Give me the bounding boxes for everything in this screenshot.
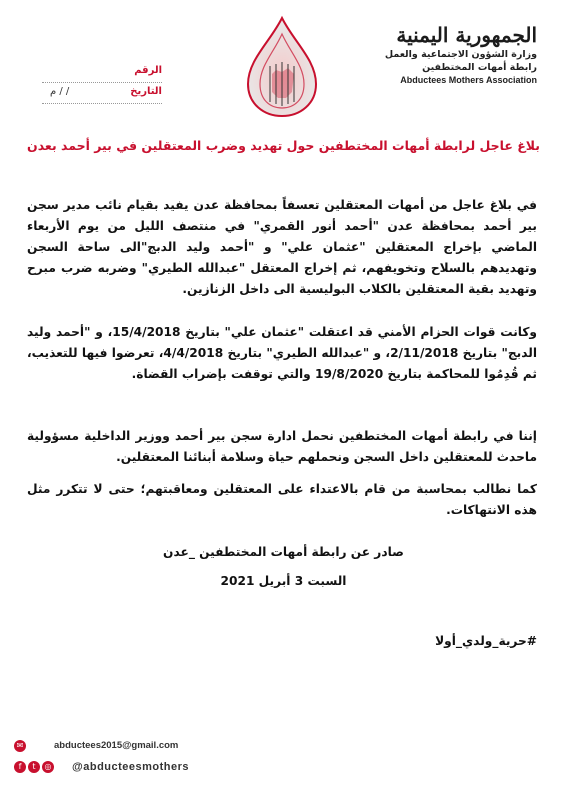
- ref-date-row: [42, 85, 162, 104]
- ministry-name: وزارة الشؤون الاجتماعية والعمل: [384, 49, 537, 60]
- paragraph-incident: في بلاغ عاجل من أمهات المعتقلين تعسفاً بمحافظة عدن يفيد بقيام نائب مدير سجن بير أحمد بمحافظة عدن "أحمد أنور القمري" في منتصف الليل من يوم الأربعاء الماضي بإخراج المعتقلين "عثمان علي" و "أحمد وليد الدبج"الى ساحة السجن وتهديدهم بالسلاح وتخويفهم، ثم إخراج المعتقل "عبدالله الطيري" وضربه ضرب مبرح وتهديد بقية المعتقلين بالكلاب البوليسية الى داخل الزنازين.: [27, 198, 537, 296]
- footer-social-row: [14, 759, 214, 777]
- paragraph-responsibility: إننا في رابطة أمهات المختطفين نحمل ادارة سجن بير أحمد ووزير الداخلية مسؤولية ماحدث للمعتقلين داخل السجن ونحملهم حياة وسلامة أبنائنا المعتقلين.: [27, 429, 537, 464]
- paragraph-arrest-history: وكانت قوات الحزام الأمني قد اعتقلت "عثمان علي" بتاريخ 15/4/2018، و "أحمد وليد الدبج" بتاريخ 2/11/2018، و "عبدالله الطيري" بتاريخ 4/4/2018، تعرضوا فيها للتعذيب، ثم قُدِمُوا للمحاكمة بتاريخ 19/8/2020 والتي توقفت بإضراب القضاة.: [27, 325, 538, 381]
- footer-email-row: [14, 738, 214, 756]
- mail-icon: ✉: [14, 740, 26, 752]
- republic-title: الجمهورية اليمنية: [396, 23, 537, 47]
- ref-number-row: [42, 64, 162, 83]
- issuer-signature: صادر عن رابطة أمهات المختطفين _عدن: [163, 545, 404, 559]
- association-name-en: Abductees Mothers Association: [400, 75, 537, 85]
- red-drop-emblem-icon: [232, 14, 332, 118]
- contact-footer: [14, 738, 214, 780]
- ref-date-label: التاريخ: [130, 86, 162, 97]
- instagram-icon: ◎: [42, 761, 54, 773]
- reference-fields: [42, 64, 162, 106]
- footer-email: abductees2015@gmail.com: [54, 740, 179, 751]
- letterhead: [0, 0, 567, 120]
- ref-date-value: / / م: [50, 86, 70, 97]
- footer-handle: @abducteesmothers: [72, 761, 190, 773]
- facebook-icon: f: [14, 761, 26, 773]
- association-name-ar: رابطة أمهات المختطفين: [422, 62, 537, 73]
- association-logo: [367, 22, 537, 86]
- statement-date: السبت 3 أبريل 2021: [220, 574, 347, 588]
- paragraph-demand: كما نطالب بمحاسبة من قام بالاعتداء على المعتقلين ومعاقبتهم؛ حتى لا تتكرر مثل هذه الانتهاكات.: [27, 482, 537, 517]
- ref-number-label: الرقم: [134, 65, 162, 76]
- statement-title: بلاغ عاجل لرابطة أمهات المختطفين حول تهديد وضرب المعتقلين في بير أحمد بعدن: [27, 138, 540, 153]
- campaign-hashtag: #حرية_ولدي_أولا: [435, 634, 537, 648]
- twitter-icon: t: [28, 761, 40, 773]
